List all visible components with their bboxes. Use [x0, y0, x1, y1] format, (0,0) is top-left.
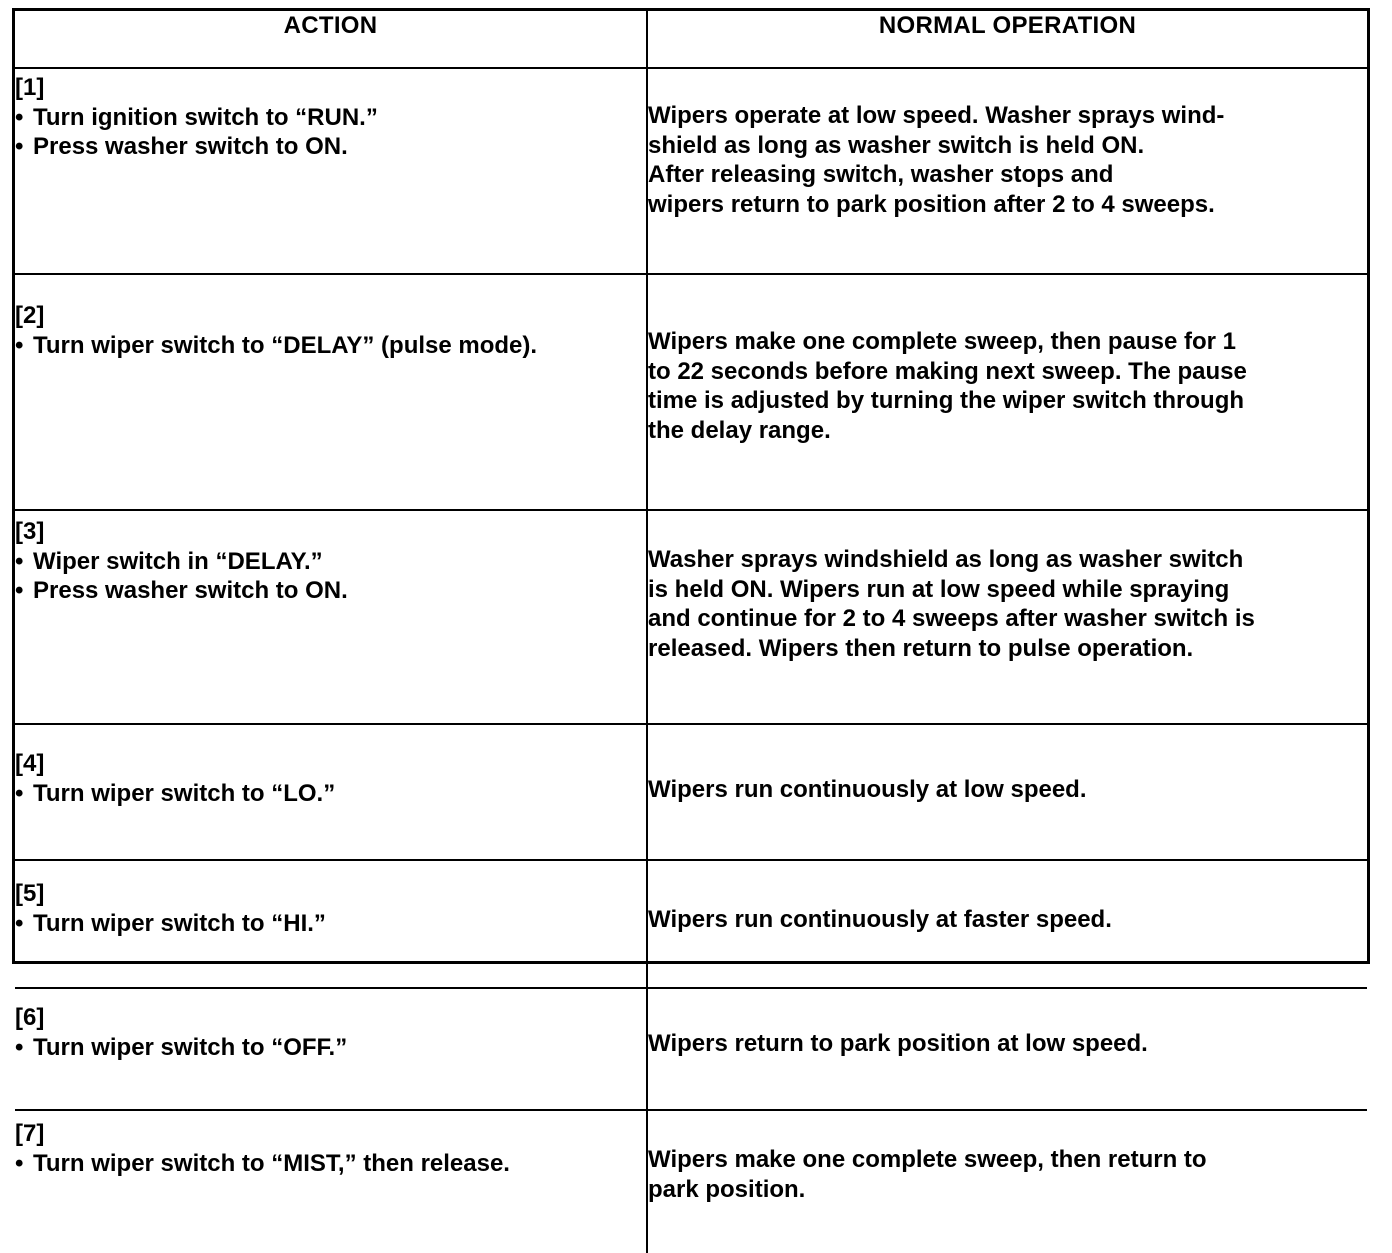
action-item: • Turn ignition switch to “RUN.”	[15, 103, 378, 131]
normal-operation-column-header: NORMAL OPERATION	[647, 11, 1367, 68]
description-line: Wipers make one complete sweep, then return to	[648, 1146, 1207, 1173]
step-number: [6]	[15, 1004, 45, 1031]
step-number: [1]	[15, 74, 45, 101]
table-row	[15, 510, 1367, 724]
description-line: time is adjusted by turning the wiper switch through	[648, 387, 1245, 414]
bullet-icon: •	[15, 779, 24, 807]
action-column-header: ACTION	[15, 11, 647, 68]
action-item: • Turn wiper switch to “MIST,” then release.	[15, 1149, 510, 1177]
step-number: [5]	[15, 880, 45, 907]
description-line: Wipers run continuously at low speed.	[648, 776, 1087, 803]
action-cell	[15, 860, 647, 988]
action-item: • Turn wiper switch to “HI.”	[15, 909, 326, 937]
table-row	[15, 724, 1367, 860]
description-line: and continue for 2 to 4 sweeps after washer switch is	[648, 605, 1255, 632]
table-row	[15, 860, 1367, 988]
normal-operation-cell	[647, 274, 1367, 510]
description-line: Washer sprays windshield as long as washer switch	[648, 546, 1244, 573]
step-number: [7]	[15, 1120, 45, 1147]
description-line: Wipers return to park position at low speed.	[648, 1030, 1148, 1057]
normal-operation-cell	[647, 1110, 1367, 1253]
action-cell	[15, 510, 647, 724]
action-item: • Turn wiper switch to “LO.”	[15, 779, 336, 807]
description-line: Wipers run continuously at faster speed.	[648, 906, 1112, 933]
table-row	[15, 988, 1367, 1110]
bullet-icon: •	[15, 909, 24, 937]
action-item: • Turn wiper switch to “OFF.”	[15, 1033, 348, 1061]
action-cell	[15, 1110, 647, 1253]
wiper-operation-table	[15, 11, 1367, 1253]
bullet-icon: •	[15, 133, 24, 160]
table-row	[15, 274, 1367, 510]
header-row	[15, 11, 1367, 68]
bullet-icon: •	[15, 1149, 24, 1177]
normal-operation-cell	[647, 510, 1367, 724]
bullet-icon: •	[15, 331, 24, 359]
description-line: wipers return to park position after 2 to 4 sweeps.	[648, 190, 1215, 218]
bullet-icon: •	[15, 1033, 24, 1061]
table-row	[15, 68, 1367, 274]
description-line: Wipers make one complete sweep, then pause for 1	[648, 328, 1236, 355]
description-line: to 22 seconds before making next sweep. The pause	[648, 357, 1247, 385]
action-item: • Press washer switch to ON.	[15, 577, 348, 604]
step-number: [2]	[15, 302, 45, 329]
description-line: Wipers operate at low speed. Washer sprays wind-	[648, 102, 1225, 129]
action-item: • Turn wiper switch to “DELAY” (pulse mode).	[15, 331, 538, 359]
operation-table-frame	[12, 8, 1370, 1203]
description-line: shield as long as washer switch is held ON.	[648, 131, 1145, 159]
description-line: After releasing switch, washer stops and	[648, 161, 1114, 188]
action-cell	[15, 68, 647, 274]
action-cell	[15, 724, 647, 860]
step-number: [4]	[15, 750, 45, 777]
action-cell	[15, 274, 647, 510]
normal-operation-cell	[647, 68, 1367, 274]
action-cell	[15, 988, 647, 1110]
action-item: • Press washer switch to ON.	[15, 133, 348, 160]
description-line: park position.	[648, 1175, 806, 1203]
step-number: [3]	[15, 518, 45, 545]
table-row	[15, 1110, 1367, 1253]
bullet-icon: •	[15, 577, 24, 604]
description-line: is held ON. Wipers run at low speed while spraying	[648, 575, 1230, 603]
bullet-icon: •	[15, 547, 24, 575]
description-line: the delay range.	[648, 416, 831, 444]
normal-operation-cell	[647, 724, 1367, 860]
action-item: • Wiper switch in “DELAY.”	[15, 547, 323, 575]
normal-operation-cell	[647, 988, 1367, 1110]
normal-operation-cell	[647, 860, 1367, 988]
description-line: released. Wipers then return to pulse operation.	[648, 634, 1194, 662]
bullet-icon: •	[15, 103, 24, 131]
